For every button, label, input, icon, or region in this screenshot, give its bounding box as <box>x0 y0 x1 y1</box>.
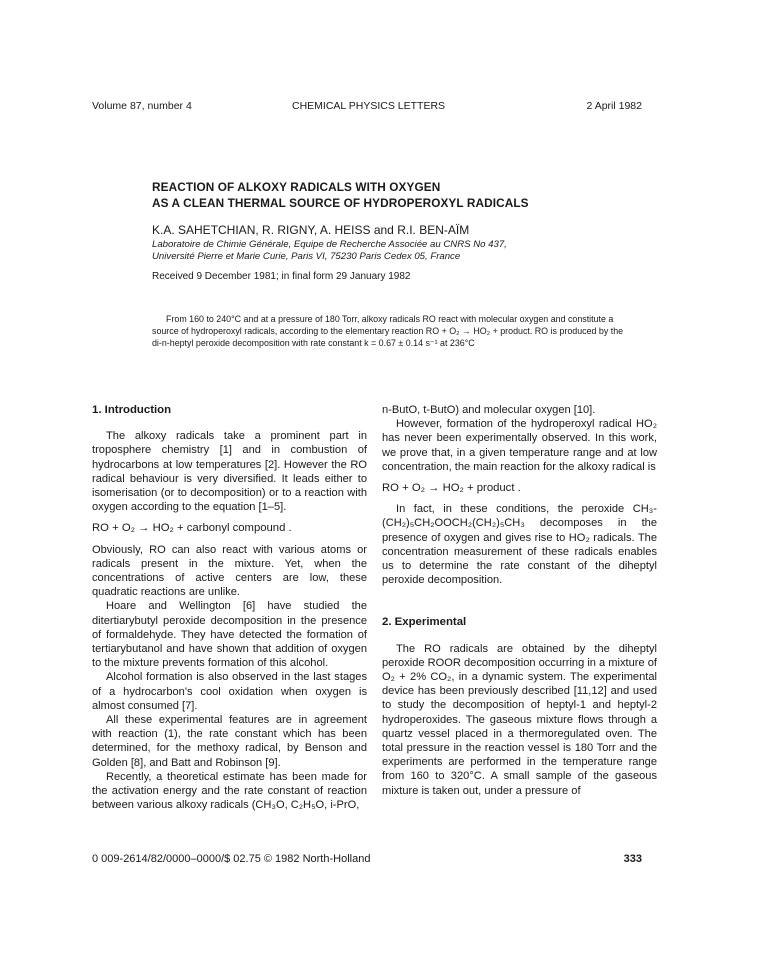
left-column <box>92 403 367 812</box>
page-number: 333 <box>623 853 642 865</box>
intro-paragraph-1: The alkoxy radicals take a prominent part in troposphere chemistry [1] and in combustion of hydrocarbons at low temperatures [2]. However the RO radical behaviour is very diversified. It leads either to isomerisation (or to decomposition) or to a reaction with oxygen according to the equation [1–5]. <box>92 430 367 514</box>
section-gap <box>382 601 657 615</box>
intro-paragraph-5: All these experimental features are in agreement with reaction (1), the rate constant which has been determined, for the methoxy radical, by Benson and Golden [8], and Batt and Robinson [9]. <box>92 714 367 769</box>
equation-2: RO + O₂ → HO₂ + product . <box>382 482 521 495</box>
article-title-line-1: REACTION OF ALKOXY RADICALS WITH OXYGEN <box>152 180 441 194</box>
page-footer <box>92 853 642 867</box>
intro-paragraph-4: Alcohol formation is also observed in the last stages of a hydrocarbon's cool oxidation when oxygen is almost consumed [7]. <box>92 671 367 712</box>
issue-date: 2 April 1982 <box>586 100 642 112</box>
right-paragraph-3: In fact, in these conditions, the peroxide CH₃-(CH₂)₅CH₂OOCH₂(CH₂)₅CH₃ decomposes in the presence of oxygen and gives rise to HO₂ radicals. The concentration measurement of these radicals enables us to determine the rate constant of the diheptyl peroxide decomposition. <box>382 503 657 587</box>
intro-paragraph-2: Obviously, RO can also react with various atoms or radicals present in the mixture. Yet, when the concentrations of active centers are low, these quadratic reactions are unlike. <box>92 543 367 599</box>
author-list: K.A. SAHETCHIAN, R. RIGNY, A. HEISS and R.I. BEN-AÏM <box>152 223 470 237</box>
right-paragraph-2: However, formation of the hydroperoxyl radical HO₂ has never been experimentally observed. In this work, we prove that, in a given temperature range and at low concentration, the main reaction for the alkoxy radical is <box>382 418 657 473</box>
section-heading-experimental: 2. Experimental <box>382 616 467 629</box>
affiliation-line-1: Laboratoire de Chimie Générale, Equipe de Recherche Associée au CNRS No 437, <box>152 239 507 250</box>
affiliation-line-2: Université Pierre et Marie Curie, Paris VI, 75230 Paris Cedex 05, France <box>152 251 461 262</box>
abstract-line-1: From 160 to 240°C and at a pressure of 180 Torr, alkoxy radicals RO react with molecular oxygen and constitute a <box>166 314 614 324</box>
intro-paragraph-6: Recently, a theoretical estimate has been made for the activation energy and the rate constant of reaction between various alkoxy radicals (CH₃O, C₂H₅O, i-PrO, <box>92 770 367 812</box>
equation-1: RO + O₂ → HO₂ + carbonyl compound . <box>92 522 292 535</box>
article-title-line-2: AS A CLEAN THERMAL SOURCE OF HYDROPEROXYL RADICALS <box>152 196 529 210</box>
right-column <box>382 403 657 798</box>
journal-name: CHEMICAL PHYSICS LETTERS <box>292 100 446 112</box>
abstract-line-2: source of hydroperoxyl radicals, according to the elementary reaction RO + O₂ → HO₂ + product. RO is produced by the <box>152 326 624 336</box>
abstract-line-3: di-n-heptyl peroxide decomposition with rate constant k = 0.67 ± 0.14 s⁻¹ at 236°C <box>152 338 475 348</box>
experimental-paragraph-1: The RO radicals are obtained by the diheptyl peroxide ROOR decomposition occurring in a mixture of O₂ + 2% CO₂, in a dynamic system. The experimental device has been previously described [11,12] and used to study the decomposition of heptyl-1 and heptyl-2 hydroperoxides. The gaseous mixture flows through a quartz vessel placed in a thermoregulated oven. The total pressure in the reaction vessel is 180 Torr and the experiments are performed in the temperature range from 160 to 320°C. A small sample of the gaseous mixture is taken out, under a pressure of <box>382 642 657 797</box>
intro-paragraph-3: Hoare and Wellington [6] have studied the ditertiarybutyl peroxide decomposition in the presence of formaldehyde. They have detected the formation of tertiarybutanol and have shown that addition of oxygen to the mixture prevents formation of this alcohol. <box>92 600 367 670</box>
publication-code: 0 009-2614/82/0000–0000/$ 02.75 © 1982 North-Holland <box>92 853 371 865</box>
section-heading-introduction: 1. Introduction <box>92 404 172 416</box>
abstract <box>152 313 624 349</box>
right-paragraph-1: n-ButO, t-ButO) and molecular oxygen [10]. <box>382 404 596 416</box>
received-date: Received 9 December 1981; in final form 29 January 1982 <box>152 271 411 282</box>
section-gap <box>382 587 657 601</box>
volume-number: Volume 87, number 4 <box>92 100 192 112</box>
running-header <box>92 100 642 114</box>
